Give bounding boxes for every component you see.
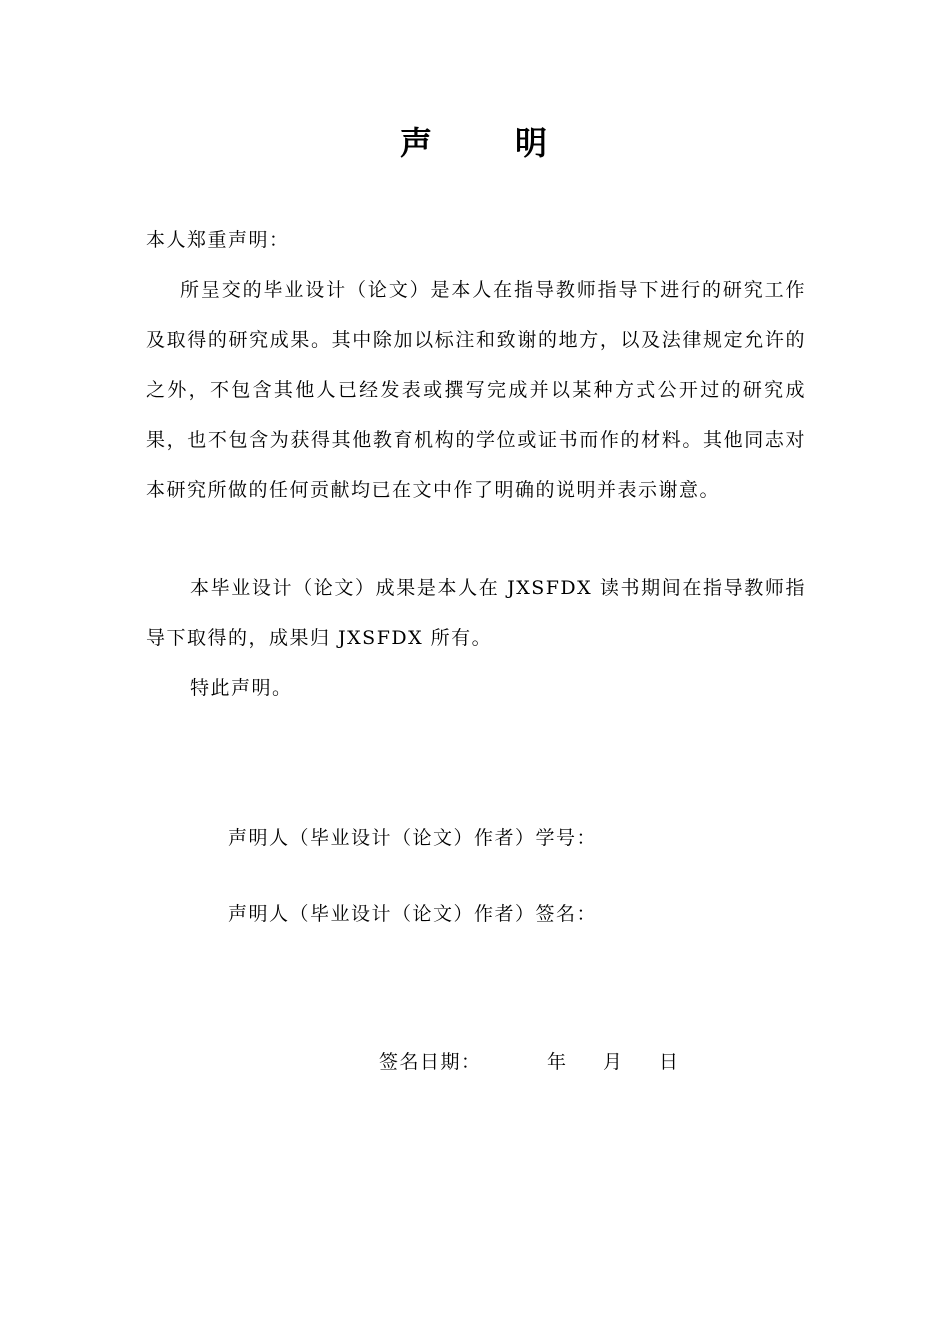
date-year-label: 年 [547, 1051, 568, 1073]
date-day-label: 日 [659, 1051, 680, 1073]
intro-line: 本人郑重声明： [146, 229, 290, 251]
date-label: 签名日期： [379, 1051, 482, 1073]
signature-date-row [0, 1042, 950, 1082]
student-id-label: 声明人（毕业设计（论文）作者）学号： [228, 827, 598, 849]
page-title [0, 118, 950, 168]
declaration-paragraph-2: 本毕业设计（论文）成果是本人在 JXSFDX 读书期间在指导教师指导下取得的，成果归 JXSFDX 所有。 [146, 577, 806, 649]
declaration-paragraph-1: 所呈交的毕业设计（论文）是本人在指导教师指导下进行的研究工作及取得的研究成果。其中除加以标注和致谢的地方，以及法律规定允许的之外，不包含其他人已经发表或撰写完成并以某种方式公开过的研究成果，也不包含为获得其他教育机构的学位或证书而作的材料。其他同志对本研究所做的任何贡献均已在文中作了明确的说明并表示谢意。 [146, 279, 806, 501]
title-char-2: 明 [515, 124, 548, 162]
date-month-label: 月 [603, 1051, 624, 1073]
signature-label: 声明人（毕业设计（论文）作者）签名： [228, 903, 598, 925]
title-char-1: 声 [400, 124, 433, 162]
declaration-closing: 特此声明。 [190, 677, 293, 699]
